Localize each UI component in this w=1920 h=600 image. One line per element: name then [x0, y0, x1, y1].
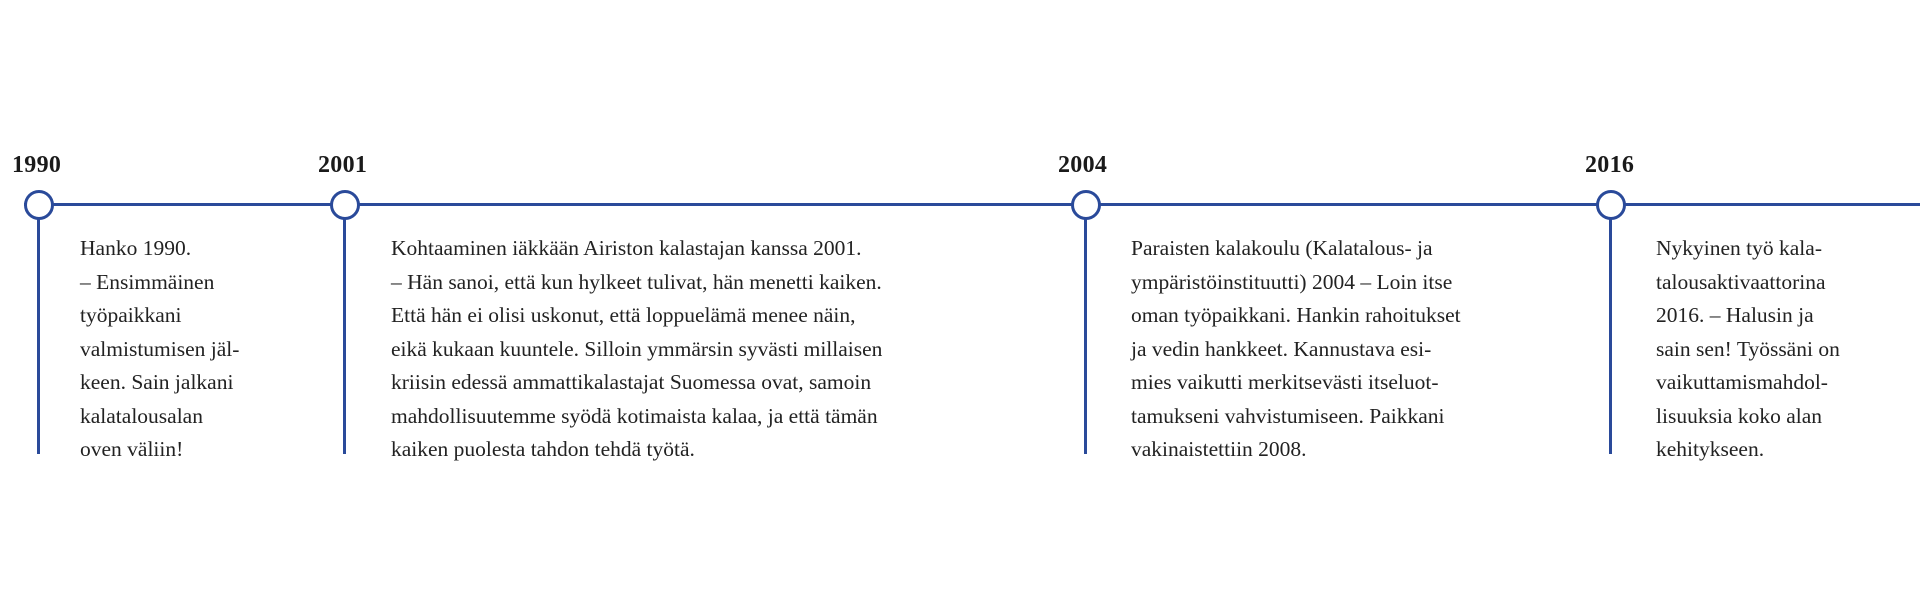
year-label: 2004 — [1058, 152, 1108, 178]
timeline-stem — [1609, 217, 1612, 454]
timeline-stem — [37, 217, 40, 454]
year-label: 2001 — [318, 152, 368, 178]
year-label: 1990 — [12, 152, 62, 178]
entry-description: Paraisten kalakoulu (Kalatalous- ja ympäristöinstituutti) 2004 – Loin itse oman työpaikkani. Hankin rahoitukset ja vedin hankkeet. Kannustava esi- mies vaikutti merkitsevästi itseluot- tamukseni vahvistumiseen. Paikkani vakinaistettiin 2008. — [1131, 236, 1461, 461]
timeline-node — [330, 190, 360, 220]
timeline-node — [1071, 190, 1101, 220]
timeline-node — [24, 190, 54, 220]
timeline-node — [1596, 190, 1626, 220]
timeline-axis — [24, 203, 1920, 206]
entry-description: Hanko 1990. – Ensimmäinen työpaikkani valmistumisen jäl- keen. Sain jalkani kalatalousalan oven väliin! — [80, 236, 240, 461]
timeline-stem — [1084, 217, 1087, 454]
year-label: 2016 — [1585, 152, 1635, 178]
entry-description: Nykyinen työ kala- talousaktivaattorina 2016. – Halusin ja sain sen! Työssäni on vaikuttamismahdol- lisuuksia koko alan kehitykseen. — [1656, 236, 1840, 461]
timeline-stem — [343, 217, 346, 454]
entry-description: Kohtaaminen iäkkään Airiston kalastajan kanssa 2001. – Hän sanoi, että kun hylkeet tulivat, hän menetti kaiken. Että hän ei olisi uskonut, että loppuelämä menee näin, eikä kukaan kuuntele. Silloin ymmärsin syvästi millaisen kriisin edessä ammattikalastajat Suomessa ovat, samoin mahdollisuutemme syödä kotimaista kalaa, ja että tämän kaiken puolesta tahdon tehdä työtä. — [391, 236, 883, 461]
